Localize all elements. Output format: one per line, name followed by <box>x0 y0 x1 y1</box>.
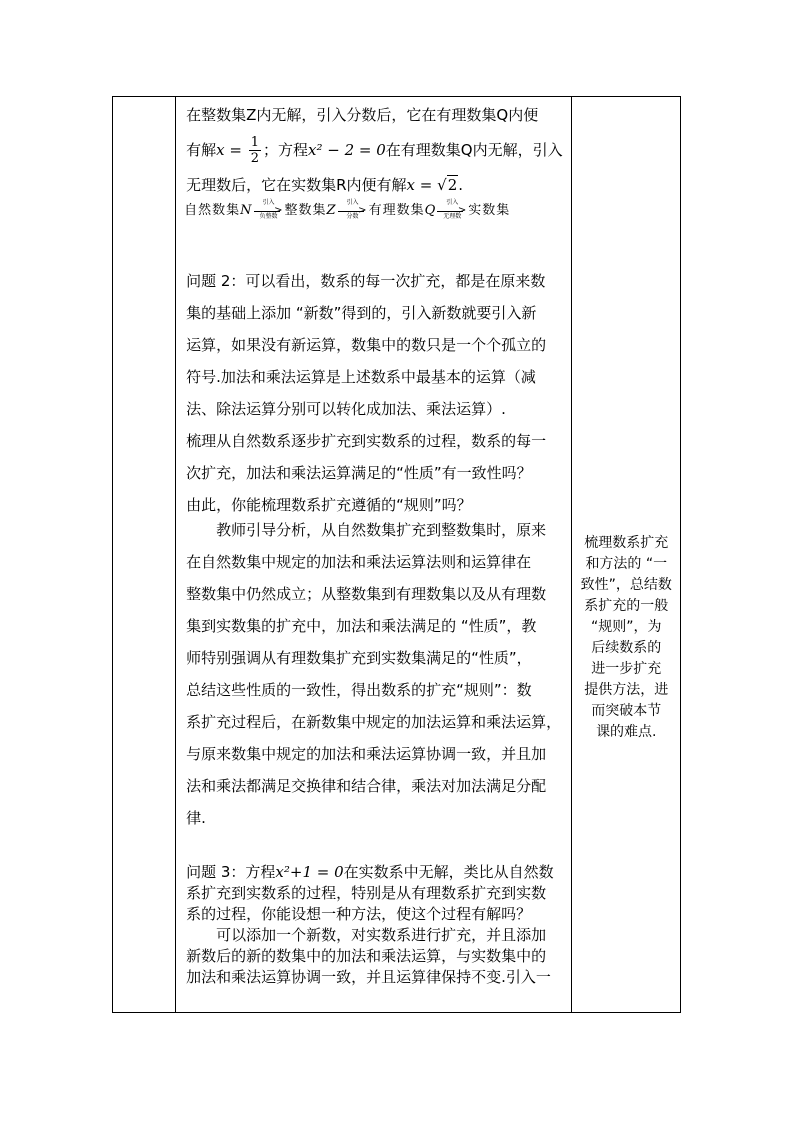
number-system-chain: 自然数集N 引入 > 负整数 整数集Z 引入 > 分数 有理数集Q 引入 > 无理数 实数集 <box>184 198 511 220</box>
text-line: 后续数系的 <box>591 640 662 656</box>
paragraph-number-sets <box>186 99 568 201</box>
text-line: 符号.加法和乘法运算是上述数系中最基本的运算（减 <box>186 368 536 386</box>
math-equation: x²+1 = 0 <box>275 863 344 881</box>
arrow-icon: 引入 > 分数 <box>338 204 368 218</box>
math-variable: x <box>406 176 416 194</box>
text-line: 总结这些性质的一致性，得出数系的扩充“规则”：数 <box>186 681 532 699</box>
text-line: 问题 3：方程x²+1 = 0在实数系中无解，类比从自然数 <box>186 863 554 881</box>
text-line: 加法和乘法运算协调一致，并且运算律保持不变.引入一 <box>186 968 551 986</box>
text-line: 系扩充的一般 <box>584 598 669 614</box>
question-3 <box>186 862 568 988</box>
text-line: 可以添加一个新数，对实数系进行扩充，并且添加 <box>216 926 547 944</box>
arrow-icon: 引入 > 负整数 <box>254 204 284 218</box>
square-root: √2 <box>437 176 458 194</box>
text-line: 梳理从自然数系逐步扩充到实数系的过程，数系的每一 <box>186 432 547 450</box>
text-line: 与原来数集中规定的加法和乘法运算协调一致，并且加 <box>186 745 547 763</box>
text-line: 梳理数系扩充 <box>584 535 669 551</box>
text-line: 在整数集Z内无解，引入分数后，它在有理数集Q内便 <box>186 106 539 124</box>
design-intent-text <box>572 533 681 743</box>
math-variable: x <box>216 141 225 159</box>
math-equation: x² − 2 = 0 <box>308 141 386 159</box>
text-line: 法和乘法都满足交换律和结合律，乘法对加法满足分配 <box>186 777 547 795</box>
teacher-analysis <box>186 514 568 834</box>
text-line: 法、除法运算分别可以转化成加法、乘法运算）. <box>186 400 506 418</box>
text-line: 无理数后，它在实数集R内便有解x = √2. <box>186 176 464 194</box>
text-line: 提供方法，进 <box>584 682 669 698</box>
text-line: 课的难点. <box>596 724 657 740</box>
text-line: 系扩充过程后，在新数集中规定的加法运算和乘法运算， <box>186 713 562 731</box>
text-line: 系扩充到实数系的过程，特别是从有理数系扩充到实数 <box>186 884 547 902</box>
text-line: 有解x = $\frac{1}{2}$ ；方程x² − 2 = 0在有理数集Q内无解，引入 <box>186 135 563 166</box>
text-line: 由此，你能梳理数系扩充遵循的“规则”吗？ <box>186 496 472 514</box>
text-line: 集的基础上添加 “新数”得到的，引入新数就要引入新 <box>186 304 537 322</box>
text-line: 律. <box>186 809 206 827</box>
text-line: 和方法的 “一 <box>585 556 668 572</box>
text-line: 进一步扩充 <box>591 661 662 677</box>
text-line: 次扩充，加法和乘法运算满足的“性质”有一致性吗？ <box>186 464 532 482</box>
text-line: 教师引导分析，从自然数集扩充到整数集时，原来 <box>216 521 547 539</box>
text-line: 师特别强调从有理数集扩充到实数集满足的“性质”， <box>186 649 532 667</box>
text-line: “规则”，为 <box>591 619 662 635</box>
content-cell <box>176 97 572 1013</box>
design-intent-cell <box>571 97 680 1013</box>
text-line: 新数后的新的数集中的加法和乘法运算，与实数集中的 <box>186 947 547 965</box>
text-line: 系的过程，你能设想一种方法，使这个过程有解吗？ <box>186 905 532 923</box>
text-line: 运算，如果没有新运算，数集中的数只是一个个孤立的 <box>186 336 547 354</box>
text-line: 集到实数集的扩充中，加法和乘法满足的 “性质”，教 <box>186 617 537 635</box>
text-line: 问题 2：可以看出，数系的每一次扩充，都是在原来数 <box>186 272 546 290</box>
arrow-icon: 引入 > 无理数 <box>437 204 467 218</box>
text-line: 在自然数集中规定的加法和乘法运算法则和运算律在 <box>186 553 532 571</box>
text-line: 致性”，总结数 <box>580 577 672 593</box>
stage-cell <box>113 97 176 1013</box>
text-line: 整数集中仍然成立；从整数集到有理数集以及从有理数 <box>186 585 547 603</box>
fraction: $\frac{1}{2}$ <box>250 135 259 166</box>
text-line: 而突破本节 <box>591 703 662 719</box>
question-2 <box>186 265 568 521</box>
lesson-table <box>112 96 681 1013</box>
